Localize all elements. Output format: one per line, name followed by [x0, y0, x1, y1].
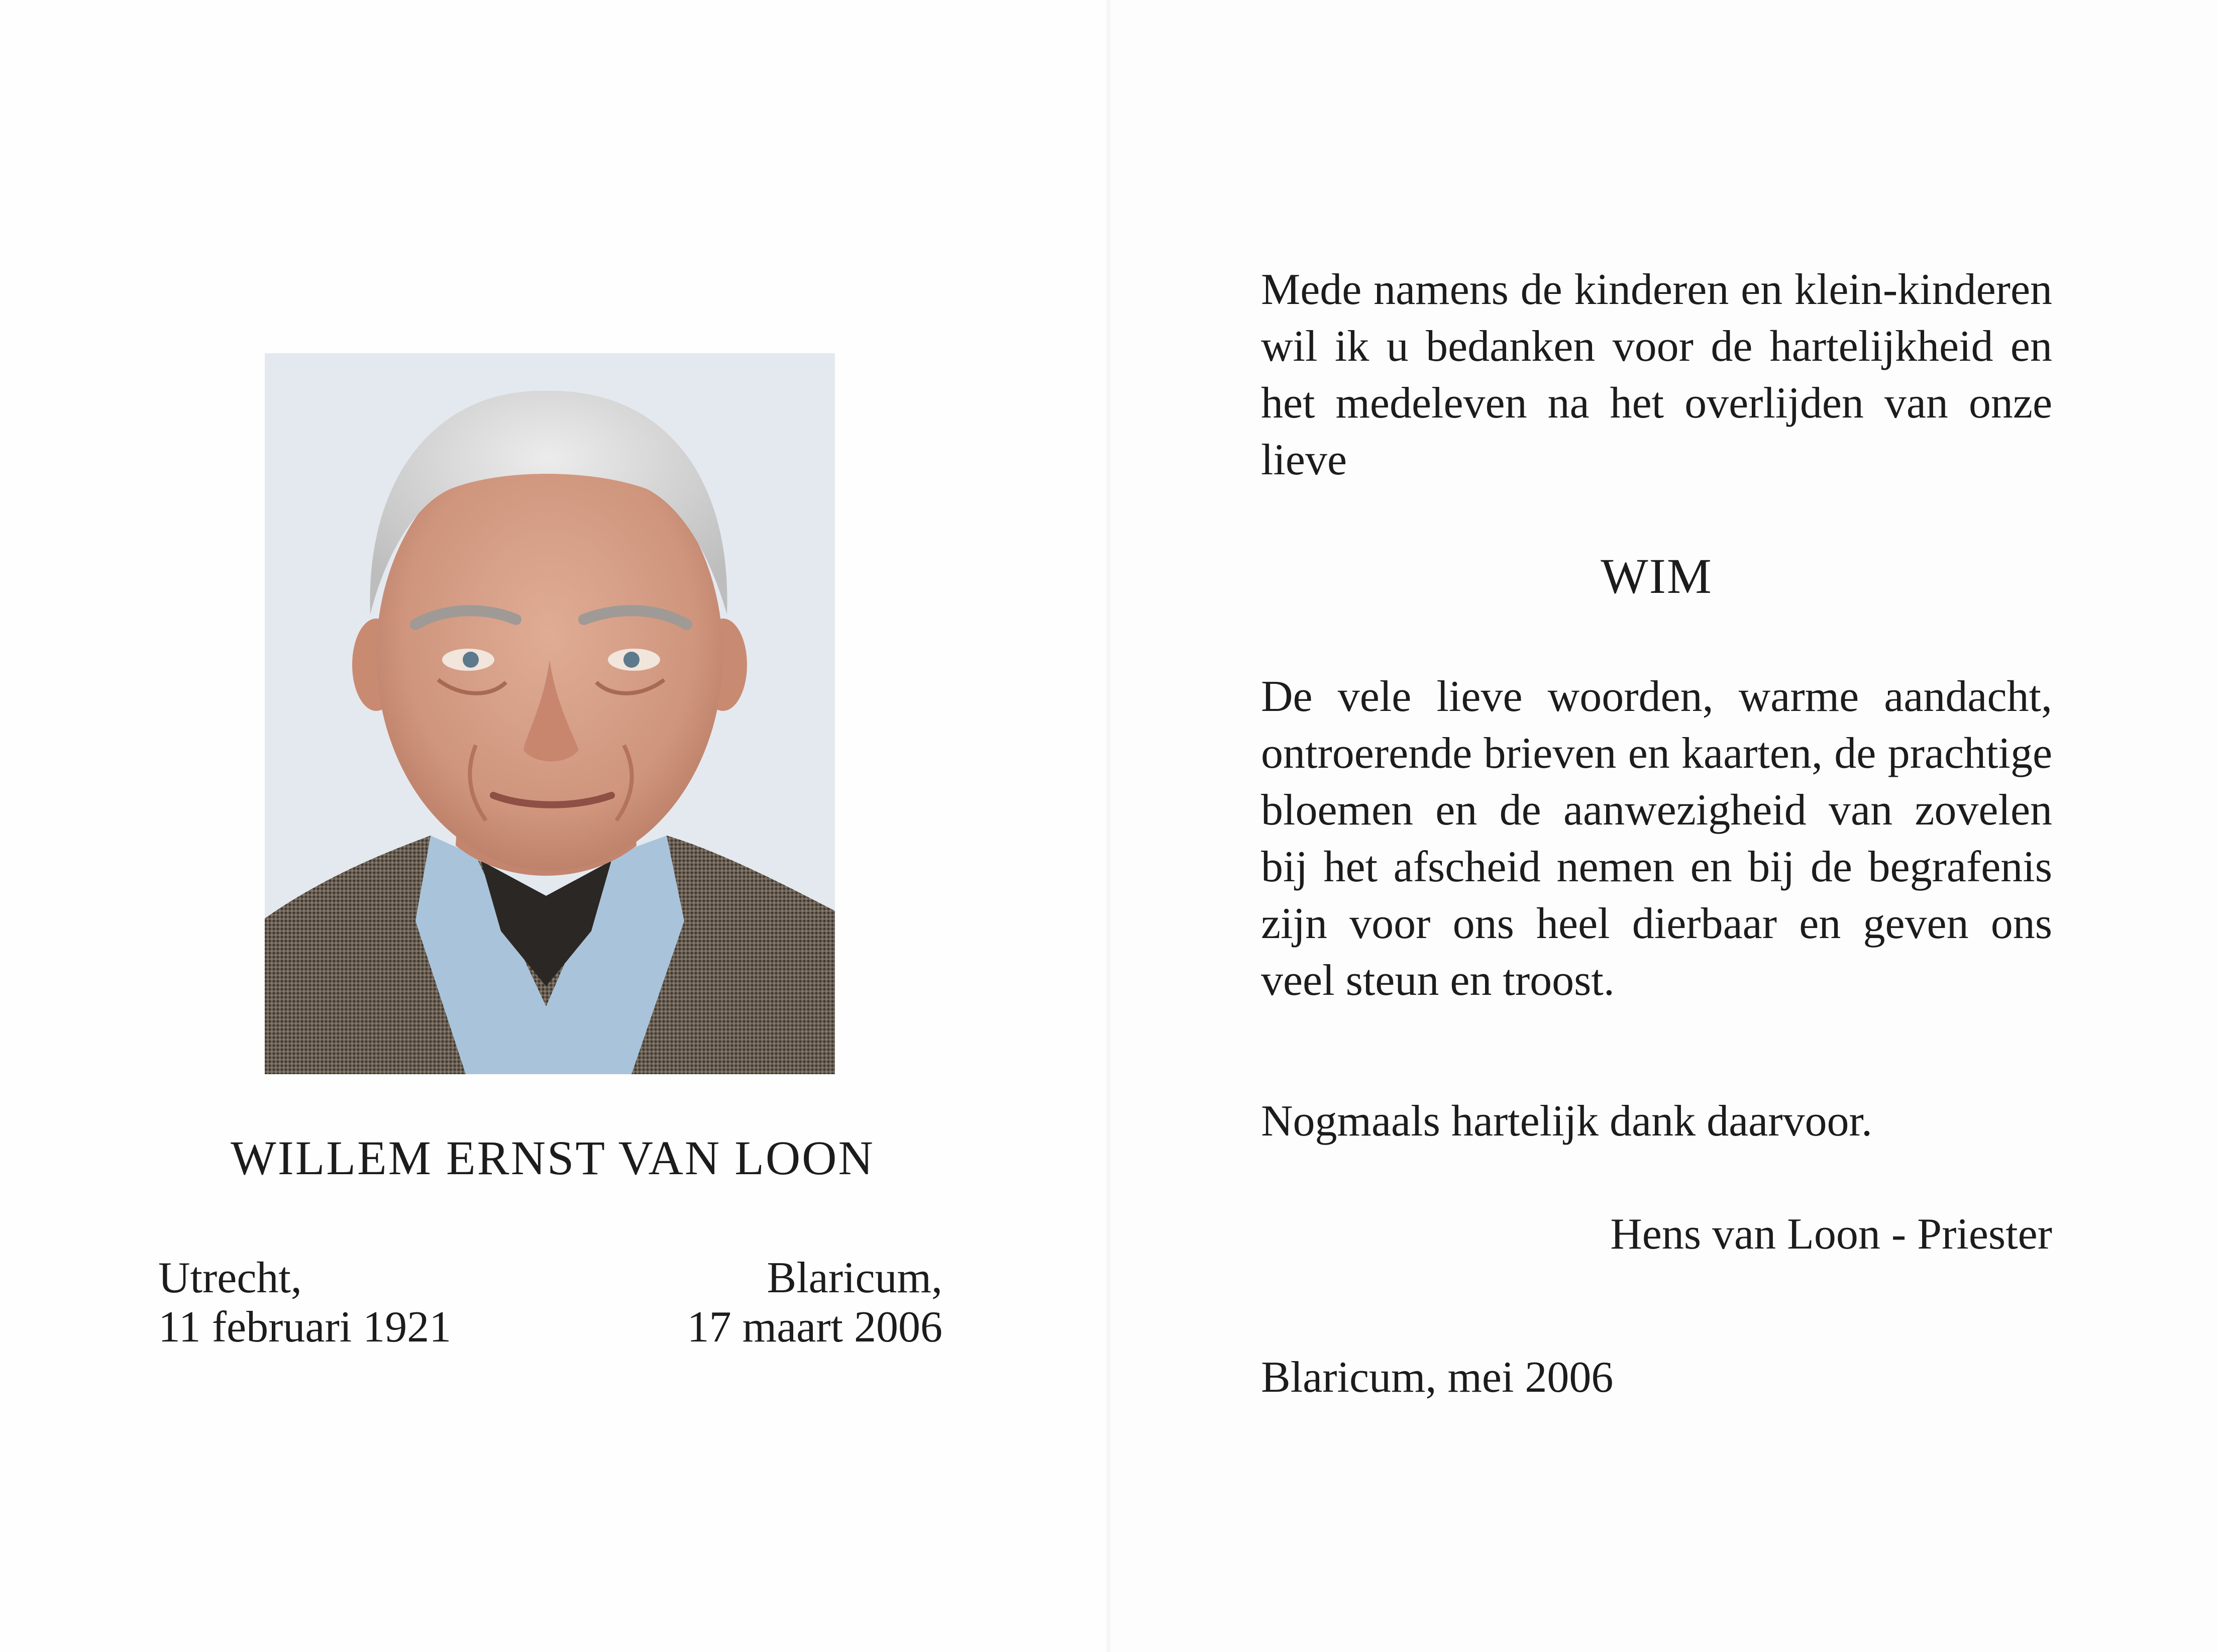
birth-place: Utrecht, [158, 1254, 302, 1302]
death-date: 17 maart 2006 [687, 1303, 942, 1352]
birth-info [158, 1254, 451, 1352]
closing-line: Nogmaals hartelijk dank daarvoor. [1261, 1097, 1872, 1146]
portrait-photo [265, 353, 835, 1074]
call-name: WIM [1601, 548, 1713, 604]
body-paragraph: De vele lieve woorden, warme aandacht, ontroerende brieven en kaarten, de prachtige bloemen en de aanwezigheid van zovelen bij het afscheid nemen en bij de begrafenis zijn voor ons heel dierbaar en geven ons veel steun en troost. [1261, 672, 2052, 1005]
birth-date: 11 februari 1921 [158, 1303, 452, 1352]
death-place: Blaricum, [767, 1254, 942, 1302]
intro-paragraph: Mede namens de kinderen en klein-kinderen wil ik u bedanken voor de hartelijkheid en het medeleven na het overlijden van onze lieve [1261, 265, 2052, 484]
death-info [603, 1254, 942, 1352]
card-fold [1105, 0, 1112, 1652]
closing-place-date: Blaricum, mei 2006 [1261, 1353, 1614, 1402]
signature: Hens van Loon - Priester [1610, 1210, 2052, 1259]
deceased-name: WILLEM ERNST VAN LOON [231, 1131, 875, 1185]
